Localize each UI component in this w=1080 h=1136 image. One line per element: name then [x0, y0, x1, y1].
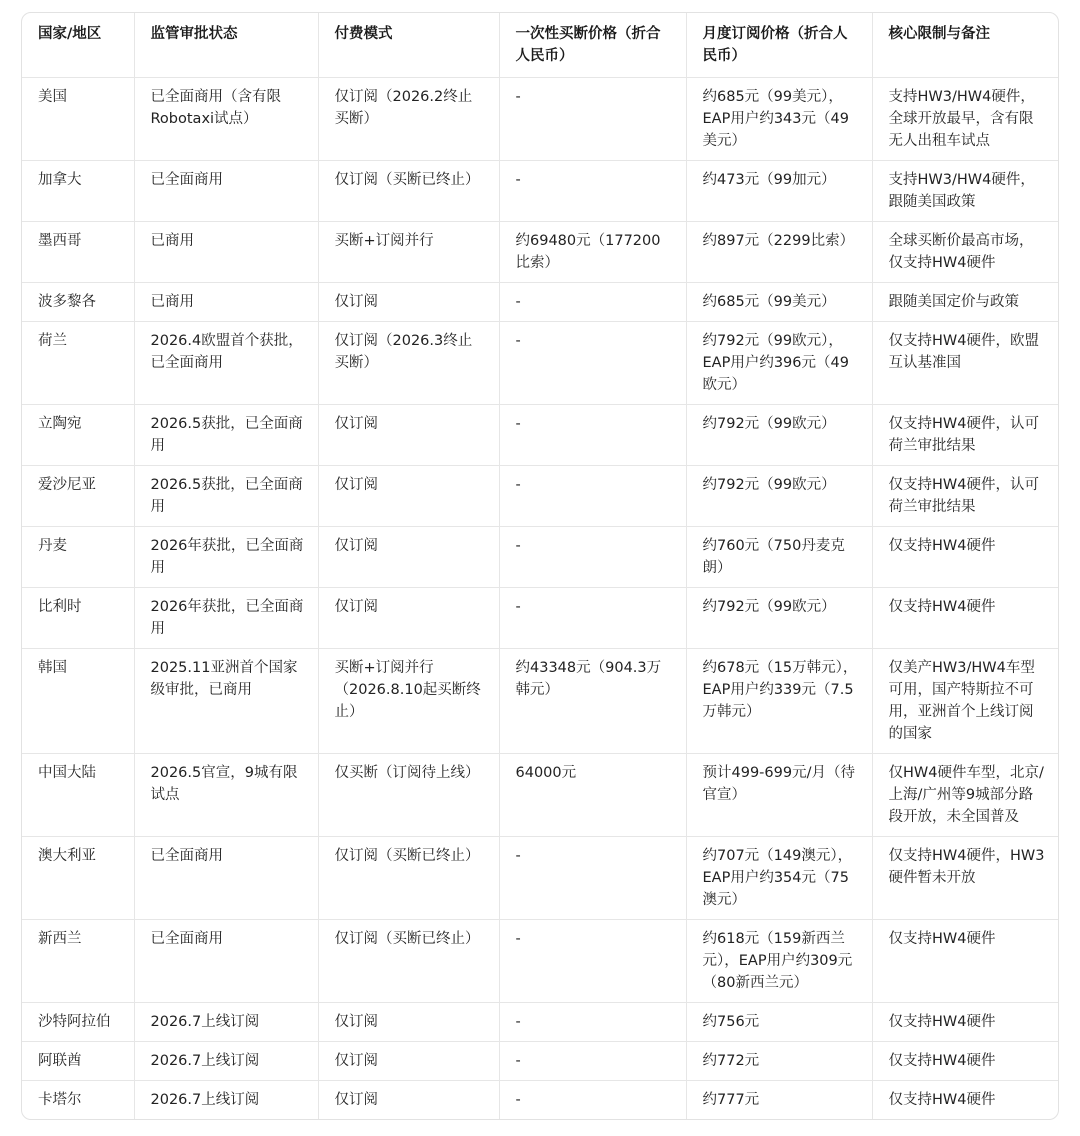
cell-payment-model: 仅订阅 [318, 1003, 499, 1042]
cell-notes: 仅支持HW4硬件 [888, 1092, 996, 1108]
cell-buyout-price: - [499, 1081, 686, 1120]
table-row [22, 837, 1058, 920]
cell-payment-model: 仅订阅 [318, 466, 499, 527]
cell-notes: 仅支持HW4硬件 [872, 920, 1058, 1003]
cell-approval-status: 2025.11亚洲首个国家级审批，已商用 [134, 649, 318, 754]
cell-buyout-price: - [499, 283, 686, 322]
cell-payment-model: 仅订阅（买断已终止） [318, 837, 499, 920]
cell-buyout-price: 约69480元（177200比索） [499, 222, 686, 283]
table-row [22, 161, 1058, 222]
table-header [22, 13, 1058, 78]
cell-country: 丹麦 [22, 527, 134, 588]
cell-buyout-price: - [499, 405, 686, 466]
cell-approval-status: 已商用 [134, 283, 318, 322]
table-row [22, 649, 1058, 754]
cell-monthly-price: 约792元（99欧元），EAP用户约396元（49欧元） [686, 322, 872, 405]
cell-payment-model: 仅订阅 [318, 283, 499, 322]
cell-notes: 仅支持HW4硬件，认可荷兰审批结果 [872, 466, 1058, 527]
table-row [22, 405, 1058, 466]
table-row [22, 1003, 1058, 1042]
cell-country: 爱沙尼亚 [22, 466, 134, 527]
cell-notes: 支持HW3/HW4硬件，全球开放最早，含有限无人出租车试点 [872, 78, 1058, 161]
cell-approval-status: 2026年获批，已全面商用 [134, 527, 318, 588]
cell-notes: 仅支持HW4硬件，HW3硬件暂未开放 [872, 837, 1058, 920]
table-row [22, 78, 1058, 161]
cell-payment-model: 仅订阅（2026.2终止买断） [318, 78, 499, 161]
cell-payment-model: 仅订阅 [318, 527, 499, 588]
cell-notes: 支持HW3/HW4硬件，跟随美国政策 [872, 161, 1058, 222]
cell-approval-status: 2026.7上线订阅 [134, 1003, 318, 1042]
cell-buyout-price: 约43348元（904.3万韩元） [499, 649, 686, 754]
cell-notes: 仅美产HW3/HW4车型可用，国产特斯拉不可用，亚洲首个上线订阅的国家 [872, 649, 1058, 754]
table-row [22, 754, 1058, 837]
cell-buyout-price: - [499, 920, 686, 1003]
cell-payment-model: 买断+订阅并行 [318, 222, 499, 283]
cell-monthly-price: 约792元（99欧元） [686, 466, 872, 527]
cell-buyout-price: - [499, 466, 686, 527]
cell-approval-status: 已全面商用（含有限Robotaxi试点） [134, 78, 318, 161]
cell-country: 阿联酋 [22, 1042, 134, 1081]
cell-monthly-price: 约792元（99欧元） [686, 588, 872, 649]
cell-buyout-price: - [499, 322, 686, 405]
cell-notes: 仅支持HW4硬件 [872, 1003, 1058, 1042]
table-body [22, 78, 1058, 1120]
cell-monthly-price: 约897元（2299比索） [686, 222, 872, 283]
cell-monthly-price: 约756元 [686, 1003, 872, 1042]
table-row [22, 322, 1058, 405]
cell-country: 比利时 [22, 588, 134, 649]
cell-approval-status: 已全面商用 [134, 161, 318, 222]
cell-buyout-price: - [499, 1042, 686, 1081]
cell-country: 新西兰 [22, 920, 134, 1003]
cell-approval-status: 2026.4欧盟首个获批，已全面商用 [134, 322, 318, 405]
cell-approval-status: 2026.7上线订阅 [134, 1042, 318, 1081]
cell-monthly-price: 约772元 [686, 1042, 872, 1081]
cell-monthly-price: 预计499-699元/月（待官宣） [686, 754, 872, 837]
cell-notes: 仅支持HW4硬件，认可荷兰审批结果 [872, 405, 1058, 466]
cell-monthly-price: 约678元（15万韩元），EAP用户约339元（7.5万韩元） [686, 649, 872, 754]
header-approval-status: 监管审批状态 [134, 13, 318, 78]
cell-notes: 仅支持HW4硬件 [872, 1042, 1058, 1081]
cell-monthly-price: 约473元（99加元） [686, 161, 872, 222]
cell-approval-status: 2026年获批，已全面商用 [134, 588, 318, 649]
cell-buyout-price: - [499, 837, 686, 920]
cell-payment-model: 仅买断（订阅待上线） [318, 754, 499, 837]
table-row [22, 466, 1058, 527]
cell-monthly-price: 约685元（99美元），EAP用户约343元（49美元） [686, 78, 872, 161]
cell-notes: 仅支持HW4硬件，欧盟互认基准国 [872, 322, 1058, 405]
cell-notes: 仅支持HW4硬件 [872, 588, 1058, 649]
cell-country: 立陶宛 [22, 405, 134, 466]
cell-approval-status: 已商用 [134, 222, 318, 283]
cell-country: 荷兰 [22, 322, 134, 405]
cell-country: 美国 [22, 78, 134, 161]
cell-notes: 仅支持HW4硬件 [872, 527, 1058, 588]
cell-notes: 跟随美国定价与政策 [872, 283, 1058, 322]
table-row [22, 222, 1058, 283]
table-row [22, 527, 1058, 588]
cell-approval-status: 2026.5获批，已全面商用 [134, 405, 318, 466]
cell-buyout-price: - [499, 588, 686, 649]
cell-monthly-price: 约760元（750丹麦克朗） [686, 527, 872, 588]
cell-monthly-price: 约777元 [686, 1081, 872, 1120]
header-country: 国家/地区 [22, 13, 134, 78]
cell-country: 韩国 [22, 649, 134, 754]
table-row [22, 920, 1058, 1003]
fsd-pricing-table [22, 13, 1058, 1119]
cell-country: 卡塔尔 [22, 1081, 134, 1120]
cell-payment-model: 仅订阅 [318, 1081, 499, 1120]
cell-notes: 仅HW4硬件车型，北京/上海/广州等9城部分路段开放，未全国普及 [872, 754, 1058, 837]
cell-payment-model: 仅订阅（买断已终止） [318, 161, 499, 222]
cell-payment-model: 仅订阅（2026.3终止买断） [318, 322, 499, 405]
cell-country: 澳大利亚 [22, 837, 134, 920]
cell-monthly-price: 约707元（149澳元），EAP用户约354元（75澳元） [686, 837, 872, 920]
cell-monthly-price: 约792元（99欧元） [686, 405, 872, 466]
cell-buyout-price: - [499, 78, 686, 161]
cell-notes: 全球买断价最高市场，仅支持HW4硬件 [872, 222, 1058, 283]
fsd-pricing-table-container [21, 12, 1059, 1120]
cell-approval-status: 2026.5获批，已全面商用 [134, 466, 318, 527]
cell-monthly-price: 约618元（159新西兰元），EAP用户约309元（80新西兰元） [686, 920, 872, 1003]
cell-buyout-price: 64000元 [499, 754, 686, 837]
cell-country: 波多黎各 [22, 283, 134, 322]
cell-buyout-price: - [499, 161, 686, 222]
cell-payment-model: 买断+订阅并行（2026.8.10起买断终止） [318, 649, 499, 754]
cell-approval-status: 已全面商用 [134, 920, 318, 1003]
header-notes: 核心限制与备注 [872, 13, 1058, 78]
cell-country: 加拿大 [22, 161, 134, 222]
cell-approval-status: 2026.7上线订阅 [134, 1081, 318, 1120]
table-row [22, 588, 1058, 649]
cell-approval-status: 已全面商用 [134, 837, 318, 920]
header-row [22, 13, 1058, 78]
cell-payment-model: 仅订阅 [318, 1042, 499, 1081]
cell-country: 中国大陆 [22, 754, 134, 837]
table-row [22, 283, 1058, 322]
header-monthly-price: 月度订阅价格（折合人民币） [686, 13, 872, 78]
cell-country: 沙特阿拉伯 [22, 1003, 134, 1042]
cell-buyout-price: - [499, 527, 686, 588]
cell-payment-model: 仅订阅（买断已终止） [318, 920, 499, 1003]
header-buyout-price: 一次性买断价格（折合人民币） [499, 13, 686, 78]
cell-payment-model: 仅订阅 [318, 588, 499, 649]
cell-approval-status: 2026.5官宣，9城有限试点 [134, 754, 318, 837]
cell-monthly-price: 约685元（99美元） [686, 283, 872, 322]
header-payment-model: 付费模式 [318, 13, 499, 78]
table-row [22, 1081, 1058, 1120]
cell-payment-model: 仅订阅 [318, 405, 499, 466]
cell-country: 墨西哥 [22, 222, 134, 283]
table-row [22, 1042, 1058, 1081]
cell-buyout-price: - [499, 1003, 686, 1042]
